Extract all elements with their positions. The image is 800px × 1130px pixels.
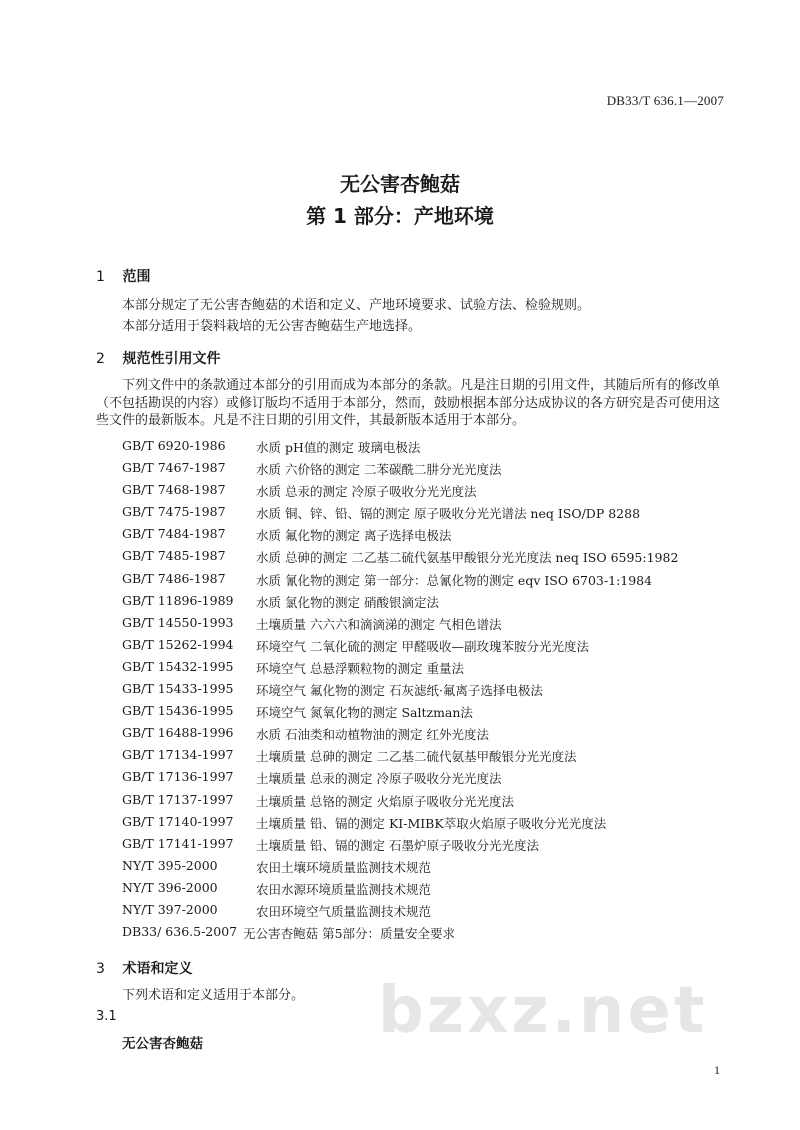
reference-code: GB/T 7467-1987 [122, 460, 226, 476]
reference-item [122, 460, 732, 482]
term-heading: 无公害杏鲍菇 [122, 1036, 203, 1052]
page-number: 1 [714, 1063, 720, 1077]
reference-title: 农田环境空气质量监测技术规范 [256, 903, 432, 919]
reference-code: GB/T 14550-1993 [122, 614, 234, 630]
reference-item [122, 703, 732, 725]
reference-title: 土壤质量 总砷的测定 二乙基二硫代氨基甲酸银分光光度法 [256, 749, 577, 765]
reference-item [122, 924, 732, 946]
section-number: 3 [96, 961, 105, 977]
reference-item [122, 571, 732, 593]
reference-title: 水质 氯化物的测定 硝酸银滴定法 [256, 594, 439, 610]
reference-code: GB/T 7485-1987 [122, 548, 226, 564]
reference-title: 水质 氟化物的测定 离子选择电极法 [256, 528, 452, 544]
reference-code: GB/T 7475-1987 [122, 504, 226, 520]
reference-item [122, 792, 732, 814]
document-title: 无公害杏鲍菇 [340, 172, 460, 196]
reference-code: NY/T 397-2000 [122, 901, 218, 917]
reference-item [122, 836, 732, 858]
reference-title: 环境空气 二氧化硫的测定 甲醛吸收—副玫瑰苯胺分光光度法 [256, 638, 589, 654]
reference-code: NY/T 395-2000 [122, 857, 218, 873]
reference-item [122, 902, 732, 924]
reference-item [122, 526, 732, 548]
reference-item [122, 659, 732, 681]
site-watermark: bzxz.net [378, 974, 708, 1048]
reference-code: GB/T 6920-1986 [122, 438, 226, 453]
references-intro-paragraph: 下列文件中的条款通过本部分的引用而成为本部分的条款。凡是注日期的引用文件，其随后所有的修改单（不包括勘误的内容）或修订版均不适用于本部分，然而，鼓励根据本部分达成协议的各方研究是否可使用这些文件的最新版本。凡是不注日期的引用文件，其最新版本适用于本部分。 [96, 378, 721, 428]
reference-code: GB/T 15432-1995 [122, 658, 234, 674]
reference-code: GB/T 11896-1989 [122, 592, 234, 608]
reference-title: 无公害杏鲍菇 第5部分：质量安全要求 [243, 926, 456, 942]
reference-item [122, 858, 732, 880]
reference-item [122, 747, 732, 769]
reference-item [122, 438, 732, 460]
reference-item [122, 593, 732, 615]
reference-item [122, 482, 732, 504]
reference-code: GB/T 15433-1995 [122, 681, 234, 697]
reference-code: GB/T 16488-1996 [122, 725, 234, 741]
reference-code: GB/T 7486-1987 [122, 570, 226, 586]
reference-code: DB33/ 636.5-2007 [122, 924, 238, 940]
normative-references-list [122, 438, 732, 946]
reference-title: 水质 六价铬的测定 二苯碳酰二肼分光光度法 [256, 462, 502, 478]
reference-code: GB/T 17134-1997 [122, 747, 234, 763]
reference-code: GB/T 7484-1987 [122, 526, 226, 542]
section-title: 范围 [122, 269, 151, 285]
reference-item [122, 681, 732, 703]
standard-code: DB33/T 636.1—2007 [606, 93, 724, 108]
reference-code: GB/T 17141-1997 [122, 835, 234, 851]
terms-intro-paragraph: 下列术语和定义适用于本部分。 [122, 988, 305, 1003]
section-heading-1 [96, 266, 150, 286]
reference-title: 土壤质量 六六六和滴滴涕的测定 气相色谱法 [256, 616, 502, 632]
reference-item [122, 725, 732, 747]
reference-code: GB/T 17140-1997 [122, 813, 234, 829]
reference-title: 水质 pH值的测定 玻璃电极法 [256, 440, 421, 455]
reference-title: 农田土壤环境质量监测技术规范 [256, 859, 432, 875]
reference-title: 水质 铜、锌、铅、镉的测定 原子吸收分光光谱法 neq ISO/DP 8288 [256, 506, 641, 522]
reference-item [122, 637, 732, 659]
reference-code: NY/T 396-2000 [122, 879, 218, 895]
section-title: 术语和定义 [122, 961, 193, 977]
reference-item [122, 880, 732, 902]
reference-code: GB/T 15436-1995 [122, 703, 234, 719]
reference-code: GB/T 17136-1997 [122, 769, 234, 785]
reference-title: 水质 氰化物的测定 第一部分：总氰化物的测定 eqv ISO 6703-1:1984 [256, 572, 653, 588]
reference-item [122, 814, 732, 836]
reference-title: 土壤质量 铅、镉的测定 KI-MIBK萃取火焰原子吸收分光光度法 [256, 815, 607, 831]
scope-paragraph-2: 本部分适用于袋料栽培的无公害杏鲍菇生产地选择。 [122, 319, 422, 334]
reference-item [122, 504, 732, 526]
reference-title: 水质 石油类和动植物油的测定 红外光度法 [256, 727, 489, 743]
reference-title: 环境空气 氟化物的测定 石灰滤纸·氟离子选择电极法 [256, 683, 543, 699]
section-heading-2 [96, 348, 220, 368]
reference-code: GB/T 17137-1997 [122, 791, 234, 807]
reference-title: 环境空气 氮氧化物的测定 Saltzman法 [256, 705, 473, 721]
section-number: 1 [96, 269, 105, 285]
reference-title: 水质 总汞的测定 冷原子吸收分光光度法 [256, 484, 477, 500]
section-title: 规范性引用文件 [122, 351, 221, 367]
reference-title: 农田水源环境质量监测技术规范 [256, 881, 432, 897]
document-subtitle: 第 1 部分：产地环境 [306, 204, 494, 228]
reference-item [122, 615, 732, 637]
reference-title: 土壤质量 总汞的测定 冷原子吸收分光光度法 [256, 771, 502, 787]
reference-title: 水质 总砷的测定 二乙基二硫代氨基甲酸银分光光度法 neq ISO 6595:1982 [256, 550, 679, 566]
reference-title: 土壤质量 总铬的测定 火焰原子吸收分光光度法 [256, 793, 514, 809]
reference-item [122, 769, 732, 791]
reference-title: 环境空气 总悬浮颗粒物的测定 重量法 [256, 660, 464, 676]
reference-code: GB/T 7468-1987 [122, 482, 226, 498]
section-number: 2 [96, 351, 105, 367]
section-heading-3 [96, 958, 192, 978]
reference-title: 土壤质量 铅、镉的测定 石墨炉原子吸收分光光度法 [256, 837, 539, 853]
scope-paragraph-1: 本部分规定了无公害杏鲍菇的术语和定义、产地环境要求、试验方法、检验规则。 [122, 298, 591, 313]
reference-item [122, 548, 732, 570]
reference-code: GB/T 15262-1994 [122, 636, 234, 652]
subsection-number: 3.1 [96, 1009, 117, 1024]
